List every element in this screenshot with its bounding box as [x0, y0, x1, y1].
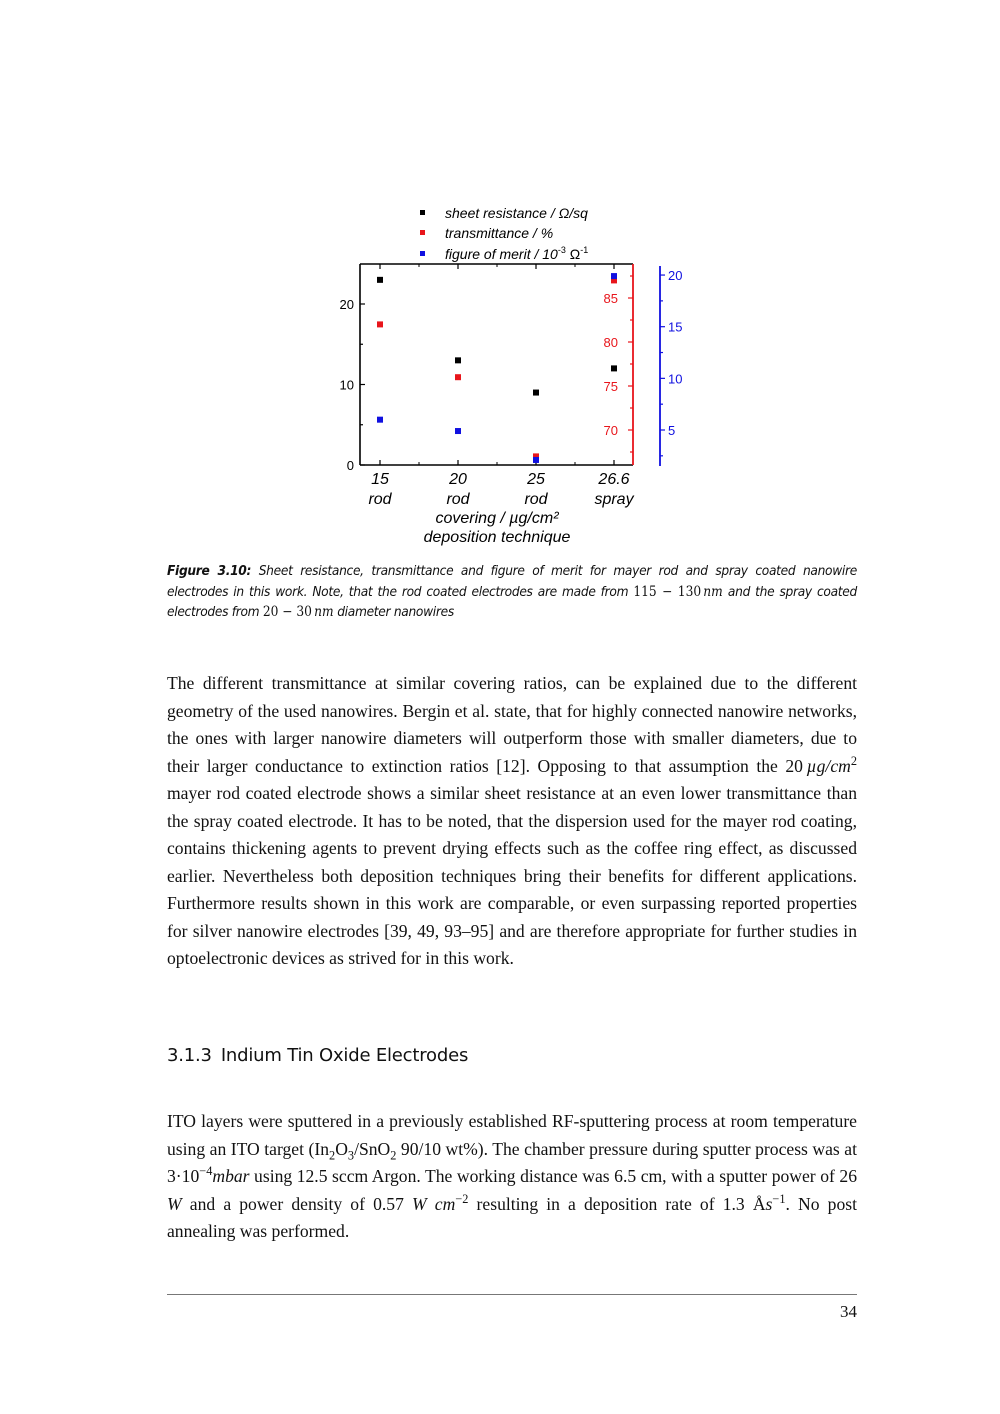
caption-range-1: 115 − 130 — [633, 583, 702, 600]
x-tick-technique-label: rod — [368, 491, 392, 508]
figure-of-merit-tick-label: 10 — [668, 371, 683, 387]
figure-of-merit-tick-label: 5 — [668, 423, 676, 438]
legend-marker-2 — [420, 251, 425, 256]
caption-unit-2: nm — [314, 604, 334, 620]
figure-label: Figure 3.10: — [167, 563, 252, 579]
chart-canvas — [320, 195, 700, 555]
p2-sup2: −2 — [455, 1191, 469, 1206]
data-point-0 — [611, 365, 617, 371]
section-title: Indium Tin Oxide Electrodes — [220, 1045, 469, 1066]
section-number: 3.1.3 — [167, 1045, 212, 1066]
p2-b: O — [335, 1138, 348, 1159]
x-tick-technique-label: spray — [594, 491, 634, 508]
left-tick-label: 0 — [346, 458, 354, 473]
data-point-2 — [533, 457, 539, 463]
p2-a: ITO layers were sputtered in a previously established RF-sputtering process at room temperature using an ITO target (In — [167, 1111, 857, 1159]
x-tick-value-label: 20 — [449, 471, 467, 488]
data-point-0 — [533, 390, 539, 396]
left-tick-label: 10 — [339, 377, 354, 393]
data-point-0 — [377, 277, 383, 283]
legend-label-0: sheet resistance / Ω/sq — [445, 205, 588, 221]
figure-3-10-chart — [320, 195, 700, 555]
legend-label-1: transmittance / % — [445, 225, 554, 241]
data-point-2 — [455, 428, 461, 434]
left-tick-label: 20 — [339, 297, 354, 312]
p2-mbar: mbar — [212, 1166, 250, 1186]
data-point-2 — [377, 417, 383, 423]
x-tick-value-label: 15 — [371, 471, 389, 488]
paragraph1-unit: µg/cm — [806, 755, 851, 776]
transmittance-tick-label: 75 — [603, 379, 618, 394]
caption-text-3: diameter nanowires — [333, 604, 454, 620]
figure-of-merit-tick-label: 15 — [668, 319, 683, 335]
paragraph1-text-a: The different transmittance at similar covering ratios, can be explained due to the different geometry of the used nanowires. Bergin et al. state, that for highly connected nanowire networks, the ones with larger nanowire diameters will outperform those with smaller diameters, due to their larger conductance to extinction ratios [12]. Opposing to that assumption the 20 — [167, 673, 857, 776]
caption-text-2: and the spray coated electrodes from — [167, 583, 857, 620]
x-tick-technique-label: rod — [446, 491, 470, 508]
p2-sup1: −4 — [199, 1164, 213, 1179]
figure-caption — [167, 561, 857, 623]
p2-c: /SnO — [354, 1138, 391, 1159]
p2-i: and a power density of 0.57 — [181, 1193, 412, 1214]
p2-sub2: 3 — [347, 1148, 355, 1163]
paragraph-nanowire-discussion — [167, 670, 857, 973]
x-tick-value-label: 25 — [527, 471, 545, 488]
data-point-2 — [611, 273, 617, 279]
caption-text-1: Sheet resistance, transmittance and figure of merit for mayer rod and spray coated nanowire electrodes in this work. Note, that the rod coated electrodes are made from — [167, 563, 857, 600]
page-number: 34 — [840, 1302, 857, 1321]
figure-of-merit-tick-label: 20 — [668, 268, 683, 284]
p2-sub1: 2 — [329, 1148, 336, 1163]
legend-marker-0 — [420, 210, 425, 215]
p2-l: resulting in a deposition rate of 1.3 Å — [468, 1193, 766, 1214]
legend-label-2: figure of merit / $10^{-3}$ $\Omega^{-1}$ — [445, 245, 589, 262]
p2-sup3: −1 — [772, 1191, 786, 1206]
p2-o: . No post annealing was performed. — [167, 1193, 857, 1241]
x-axis-label-line1: covering / µg/cm² — [435, 510, 559, 527]
transmittance-tick-label: 80 — [603, 335, 618, 350]
data-point-1 — [377, 321, 383, 327]
legend-marker-1 — [420, 230, 425, 235]
section-heading — [167, 1045, 468, 1066]
x-tick-technique-label: rod — [524, 491, 548, 508]
p2-s: s — [765, 1193, 773, 1214]
x-tick-value-label: 26.6 — [598, 471, 630, 488]
paragraph-ito-process — [167, 1108, 857, 1246]
p2-sub3: 2 — [390, 1148, 397, 1163]
p2-wcm: W cm — [412, 1193, 456, 1214]
data-point-1 — [455, 374, 461, 380]
p2-d: 90/10 wt%). The chamber pressure during sputter process was at 3·10 — [167, 1138, 857, 1186]
transmittance-tick-label: 85 — [603, 291, 618, 306]
paragraph1-unit-sup: 2 — [850, 753, 857, 768]
transmittance-tick-label: 70 — [603, 423, 618, 438]
footer-divider — [167, 1294, 857, 1295]
data-point-0 — [455, 357, 461, 363]
x-axis-label-line2: deposition technique — [423, 529, 571, 546]
caption-range-2: 20 − 30 — [262, 604, 312, 620]
p2-g: using 12.5 sccm Argon. The working distance was 6.5 cm, with a sputter power of 26 — [249, 1166, 857, 1186]
p2-watt: W — [167, 1193, 182, 1214]
paragraph1-text-b: mayer rod coated electrode shows a similar sheet resistance at an even lower transmittance than the spray coated electrode. It has to be noted, that the dispersion used for the mayer rod coating, contains thickening agents to prevent drying effects such as the coffee ring effect, as discussed earlier. Nevertheless both deposition techniques bring their benefits for different applications. Furthermore results shown in this work are comparable, or even surpassing reported properties for silver nanowire electrodes [39, 49, 93–95] and are therefore appropriate for further studies in optoelectronic devices as strived for in this work. — [167, 783, 857, 968]
caption-unit-1: nm — [703, 583, 723, 600]
